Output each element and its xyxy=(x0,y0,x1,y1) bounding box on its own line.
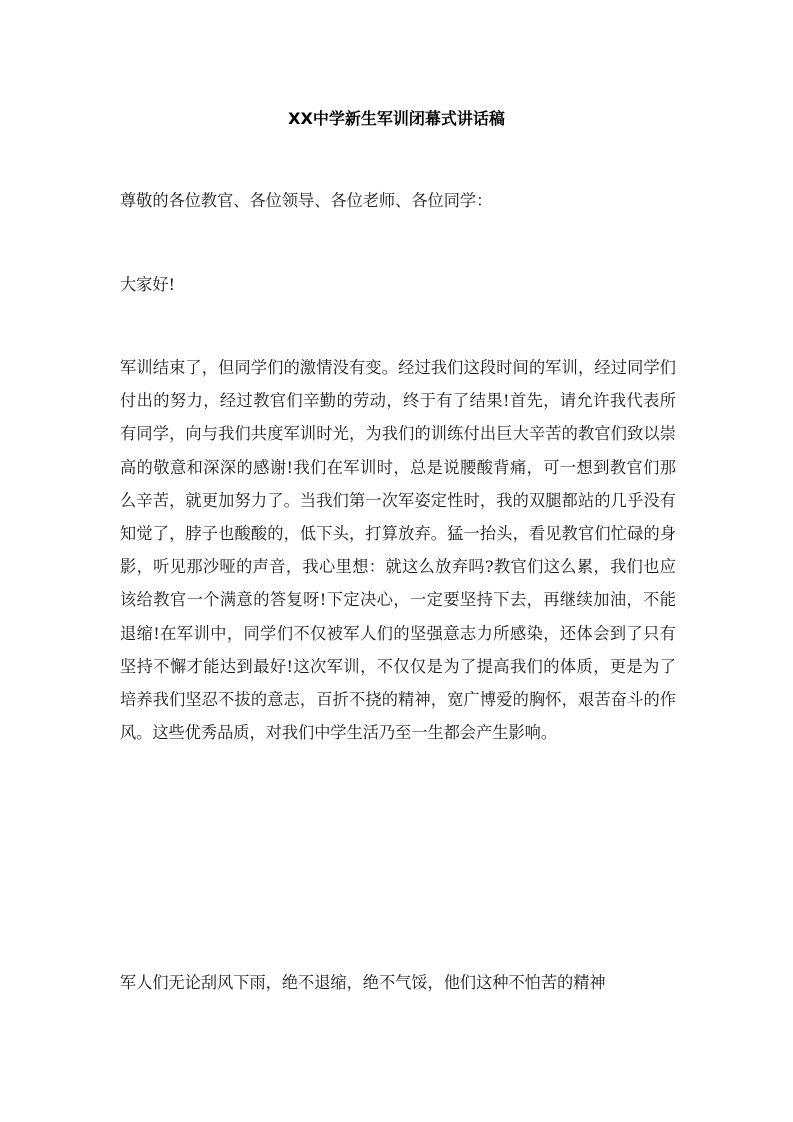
salutation: 尊敬的各位教官、各位领导、各位老师、各位同学： xyxy=(120,191,493,210)
greeting: 大家好! xyxy=(120,275,176,294)
body-paragraph: 军训结束了，但同学们的激情没有变。经过我们这段时间的军训，经过同学们付出的努力，经过教官们辛勤的劳动，终于有了结果!首先，请允许我代表所有同学，向与我们共度军训时光，为我们的训练付出巨大辛苦的教官们致以崇高的敬意和深深的感谢!我们在军训时，总是说腰酸背痛，可一想到教官们那么辛苦，就更加努力了。当我们第一次军姿定性时，我的双腿都站的几乎没有知觉了，脖子也酸酸的，低下头，打算放弃。猛一抬头，看见教官们忙碌的身影，听见那沙哑的声音，我心里想：就这么放弃吗?教官们这么累，我们也应该给教官一个满意的答复呀!下定决心，一定要坚持下去，再继续加油，不能退缩!在军训中，同学们不仅被军人们的坚强意志力所感染，还体会到了只有坚持不懈才能达到最好!这次军训，不仅仅是为了提高我们的体质，更是为了培养我们坚忍不拔的意志，百折不挠的精神，宽广博爱的胸怀，艰苦奋斗的作风。这些优秀品质，对我们中学生活乃至一生都会产生影响。 xyxy=(120,358,676,743)
body-paragraph: 军人们无论刮风下雨，绝不退缩，绝不气馁，他们这种不怕苦的精神 xyxy=(120,973,606,992)
document-title: XX中学新生军训闭幕式讲话稿 xyxy=(288,109,505,128)
